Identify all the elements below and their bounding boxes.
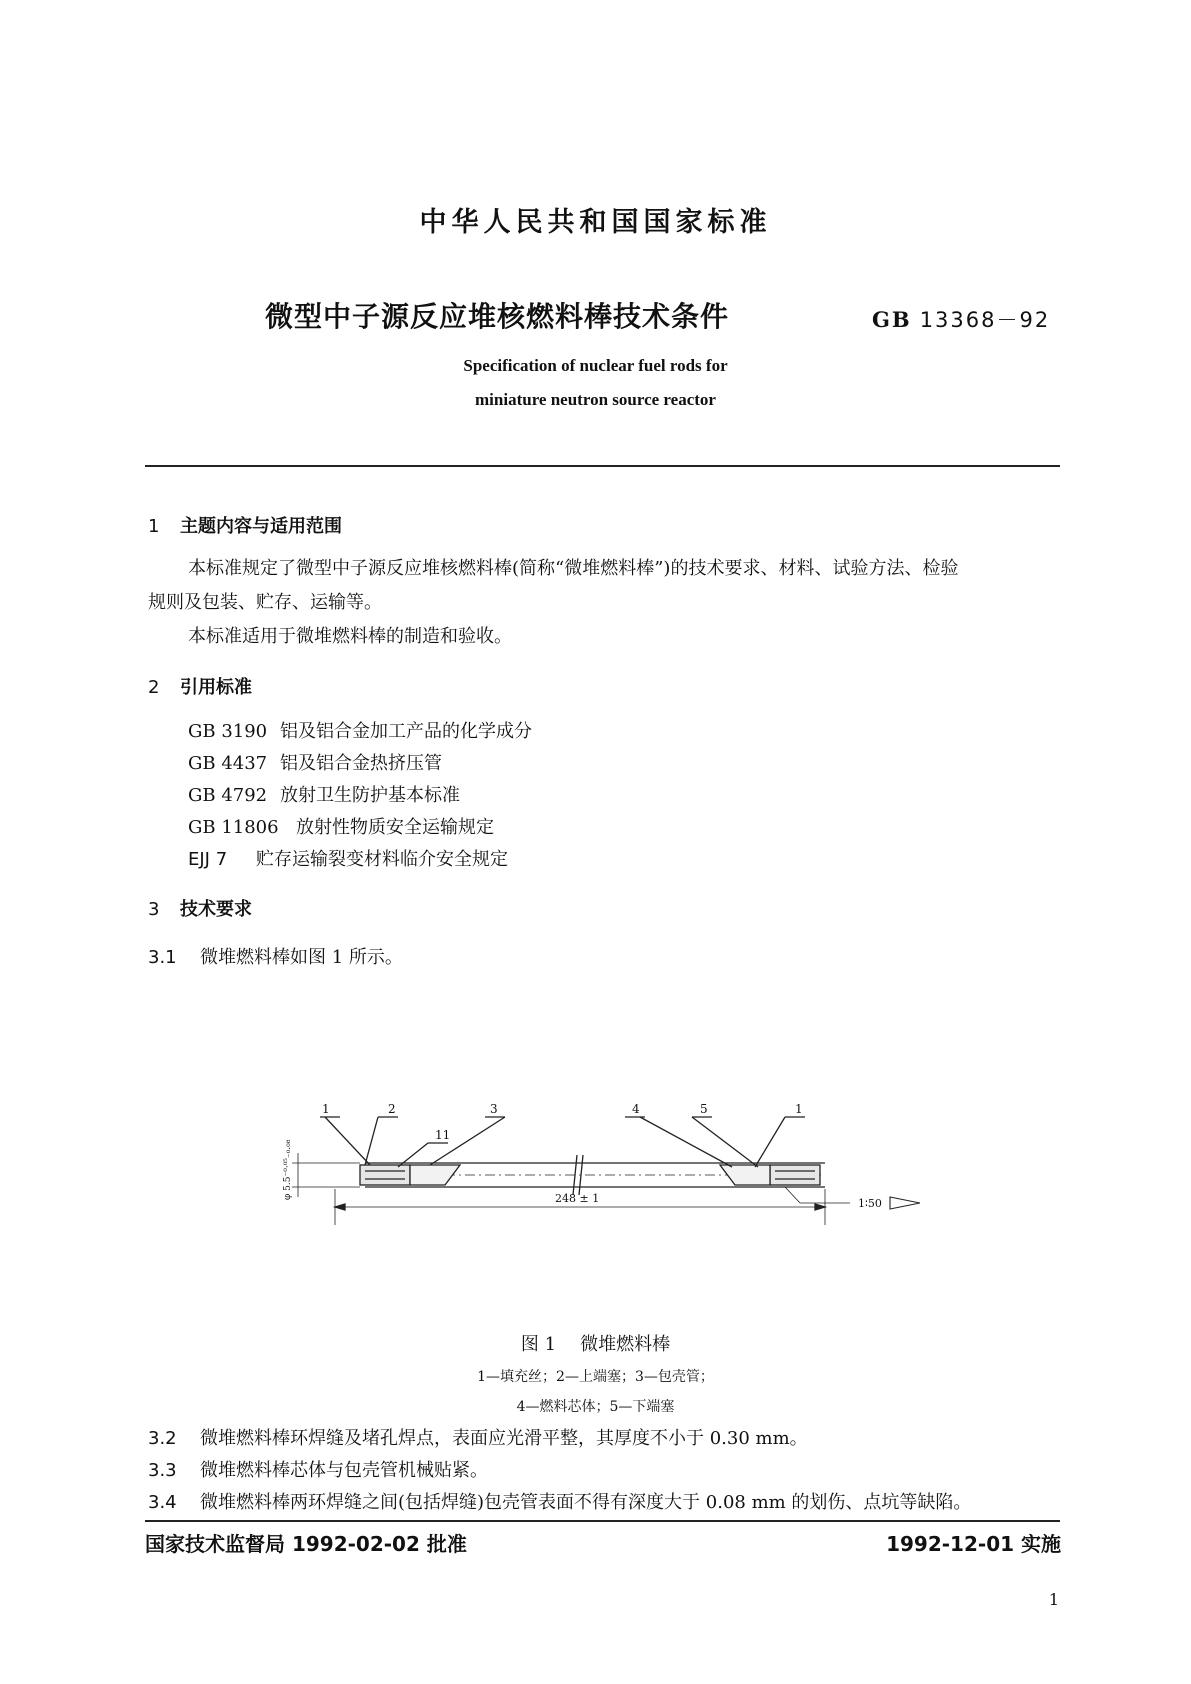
figure-caption-title: 微堆燃料棒 bbox=[580, 1334, 671, 1355]
reference-item bbox=[188, 845, 508, 871]
section-1-number: 1 bbox=[148, 516, 160, 537]
clause-3-2 bbox=[148, 1424, 808, 1450]
standard-code-number: 13368－92 bbox=[919, 308, 1051, 332]
section-3-number: 3 bbox=[148, 899, 160, 920]
clause-3-3 bbox=[148, 1456, 488, 1482]
callout-1: 1 bbox=[322, 1102, 330, 1116]
reference-code: GB 4792 bbox=[188, 785, 268, 806]
figure-legend-line-2: 4—燃料芯体；5—下端塞 bbox=[516, 1399, 675, 1415]
section-3-title: 技术要求 bbox=[180, 899, 252, 920]
standard-code bbox=[872, 304, 1050, 334]
fuel-rod-figure bbox=[280, 1075, 920, 1225]
clause-3-4 bbox=[148, 1488, 971, 1514]
figure-legend-line-1: 1—填充丝；2—上端塞；3—包壳管； bbox=[477, 1369, 714, 1385]
standard-title: 微型中子源反应堆核燃料棒技术条件 bbox=[265, 300, 730, 333]
reference-item bbox=[188, 813, 494, 839]
clause-text: 微堆燃料棒环焊缝及堵孔焊点，表面应光滑平整，其厚度不小于 0.30 mm。 bbox=[200, 1428, 808, 1449]
figure-caption-number: 图 1 bbox=[520, 1334, 557, 1355]
section-1-heading bbox=[148, 512, 342, 538]
reference-title: 铝及铝合金热挤压管 bbox=[280, 753, 442, 774]
section-1-title: 主题内容与适用范围 bbox=[180, 516, 342, 537]
approval-line: 国家技术监督局 1992-02-02 批准 bbox=[145, 1532, 467, 1556]
section-1-paragraph-1-line-1: 本标准规定了微型中子源反应堆核燃料棒(简称“微堆燃料棒”)的技术要求、材料、试验方法、检验 bbox=[188, 558, 959, 579]
diameter-dimension-label: φ 5.5⁻⁰·⁰⁵₋₀.₀₈ bbox=[283, 1139, 293, 1200]
section-3-heading bbox=[148, 895, 252, 921]
clause-text: 微堆燃料棒芯体与包壳管机械贴紧。 bbox=[200, 1460, 488, 1481]
header-rule bbox=[145, 465, 1060, 467]
section-2-title: 引用标准 bbox=[180, 677, 252, 698]
scale-label: 1∶50 bbox=[858, 1197, 882, 1210]
reference-item bbox=[188, 749, 442, 775]
clause-text: 微堆燃料棒如图 1 所示。 bbox=[200, 947, 403, 968]
section-1-paragraph-1-line-2: 规则及包装、贮存、运输等。 bbox=[148, 592, 382, 613]
length-dimension-label: 248 ± 1 bbox=[555, 1192, 600, 1205]
clause-text: 微堆燃料棒两环焊缝之间(包括焊缝)包壳管表面不得有深度大于 0.08 mm 的划伤、点坑等缺陷。 bbox=[200, 1492, 972, 1513]
callout-3: 3 bbox=[490, 1102, 498, 1116]
footer-rule bbox=[145, 1520, 1060, 1522]
callout-11: 11 bbox=[435, 1128, 451, 1142]
implementation-date: 1992-12-01 实施 bbox=[886, 1532, 1061, 1556]
reference-title: 贮存运输裂变材料临介安全规定 bbox=[256, 849, 508, 870]
reference-code: GB 3190 bbox=[188, 721, 268, 742]
reference-code: GB 4437 bbox=[188, 753, 268, 774]
clause-number: 3.4 bbox=[148, 1492, 177, 1513]
reference-code: GB 11806 bbox=[188, 817, 279, 838]
clause-3-1 bbox=[148, 943, 403, 969]
english-title-line-2: miniature neutron source reactor bbox=[475, 390, 716, 409]
national-standard-heading: 中华人民共和国国家标准 bbox=[419, 207, 772, 238]
callout-2: 2 bbox=[388, 1102, 396, 1116]
reference-item bbox=[188, 717, 532, 743]
standard-code-prefix: GB bbox=[872, 307, 912, 332]
section-1-paragraph-2: 本标准适用于微堆燃料棒的制造和验收。 bbox=[188, 626, 512, 647]
section-1-paragraph-1 bbox=[148, 552, 1063, 620]
page-number: 1 bbox=[1048, 1590, 1059, 1609]
clause-number: 3.3 bbox=[148, 1460, 177, 1481]
callout-4: 4 bbox=[632, 1102, 640, 1116]
reference-title: 放射卫生防护基本标准 bbox=[280, 785, 460, 806]
english-title-line-1: Specification of nuclear fuel rods for bbox=[463, 356, 728, 375]
section-2-heading bbox=[148, 673, 252, 699]
clause-number: 3.1 bbox=[148, 947, 177, 968]
section-2-number: 2 bbox=[148, 677, 160, 698]
reference-title: 放射性物质安全运输规定 bbox=[296, 817, 494, 838]
reference-item bbox=[188, 781, 460, 807]
clause-number: 3.2 bbox=[148, 1428, 177, 1449]
callout-5: 5 bbox=[700, 1102, 708, 1116]
reference-title: 铝及铝合金加工产品的化学成分 bbox=[280, 721, 532, 742]
figure-caption bbox=[0, 1330, 1191, 1356]
reference-code: EJJ 7 bbox=[188, 849, 228, 870]
callout-1-right: 1 bbox=[795, 1102, 803, 1116]
